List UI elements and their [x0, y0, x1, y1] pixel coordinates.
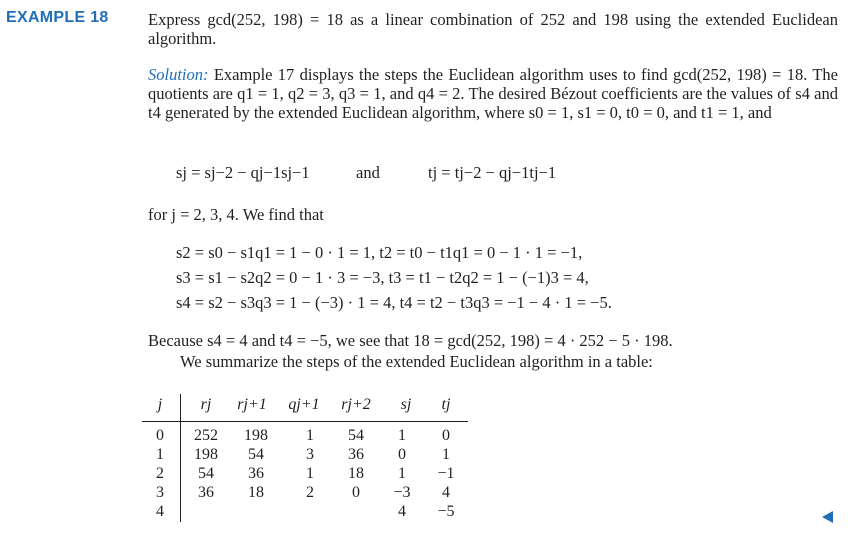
calc-line: s2 = s0 − s1q1 = 1 − 0 · 1 = 1, t2 = t0 − t1q1 = 0 − 1 · 1 = −1,: [176, 243, 583, 262]
table-cell: 1: [306, 465, 314, 482]
table-cell: 3: [306, 446, 314, 463]
solution-heading: Solution:: [148, 65, 209, 84]
table-cell: 54: [248, 446, 264, 463]
table-vertical-rule: [180, 394, 181, 522]
table-cell: 4: [398, 503, 406, 520]
table-horizontal-rule: [142, 421, 468, 422]
solution-quotients: q1 = 1, q2 = 3, q3 = 1, and q4 = 2: [237, 84, 461, 103]
recurrence-s: sj = sj−2 − qj−1sj−1: [176, 163, 310, 182]
table-cell: 252: [194, 427, 218, 444]
table-cell: 1: [306, 427, 314, 444]
summary-text: We summarize the steps of the extended Euclidean algorithm in a table:: [180, 352, 653, 371]
table-cell: −3: [393, 484, 411, 501]
table-header-j: j: [157, 396, 163, 413]
table-header-tj: tj: [441, 396, 451, 413]
table-cell: 36: [348, 446, 364, 463]
solution-text-2: . The desired Bézout coefficients are the values of s4 and t4 generated by the extended Euclidean algorithm, where s0 = 1, s1 = 0, t0 = 0, and t1 = 1, and: [148, 84, 839, 122]
table-cell: 0: [352, 484, 360, 501]
table-header-rj1: rj+1: [237, 396, 267, 413]
table-cell: 1: [398, 427, 406, 444]
triangle-left-icon: [822, 511, 833, 523]
because-text: Because s4 = 4 and t4 = −5, we see that 18 = gcd(252, 198) = 4 · 252 − 5 · 198.: [148, 331, 673, 350]
recurrence-t: tj = tj−2 − qj−1tj−1: [428, 163, 557, 182]
table-cell: 3: [156, 484, 164, 501]
table-cell: 1: [156, 446, 164, 463]
calc-line: s4 = s2 − s3q3 = 1 − (−3) · 1 = 4, t4 = t2 − t3q3 = −1 − 4 · 1 = −5.: [176, 293, 612, 312]
table-cell: 54: [348, 427, 364, 444]
table-cell: −5: [437, 503, 455, 520]
table-cell: 1: [442, 446, 450, 463]
table-cell: 2: [306, 484, 314, 501]
solution-paragraph: [148, 65, 838, 122]
table-cell: 54: [198, 465, 214, 482]
table-cell: 0: [156, 427, 164, 444]
table-cell: 198: [244, 427, 268, 444]
calc-line: s3 = s1 − s2q2 = 0 − 1 · 3 = −3, t3 = t1 − t2q2 = 1 − (−1)3 = 4,: [176, 268, 589, 287]
table-cell: 18: [348, 465, 364, 482]
solution-text-1: Example 17 displays the steps the Euclidean algorithm uses to find gcd(252, 198) = 18. The quotients are: [148, 65, 838, 103]
table-cell: 2: [156, 465, 164, 482]
example-problem: Express gcd(252, 198) = 18 as a linear combination of 252 and 198 using the extended Euclidean algorithm.: [148, 10, 838, 48]
table-cell: 0: [442, 427, 450, 444]
table-cell: 198: [194, 446, 218, 463]
table-header-rj2: rj+2: [341, 396, 371, 413]
table-cell: 0: [398, 446, 406, 463]
recurrence-and: and: [356, 163, 380, 182]
example-label: EXAMPLE 18: [6, 9, 109, 26]
table-header-rj: rj: [200, 396, 212, 413]
table-cell: 36: [248, 465, 264, 482]
euclid-table: [140, 392, 470, 532]
table-cell: −1: [437, 465, 455, 482]
table-cell: 4: [156, 503, 164, 520]
table-header-sj: sj: [400, 396, 412, 413]
table-cell: 1: [398, 465, 406, 482]
table-cell: 18: [248, 484, 264, 501]
table-cell: 36: [198, 484, 214, 501]
table-cell: 4: [442, 484, 450, 501]
for-j-text: for j = 2, 3, 4. We find that: [148, 205, 324, 224]
table-header-qj1: qj+1: [288, 396, 320, 413]
